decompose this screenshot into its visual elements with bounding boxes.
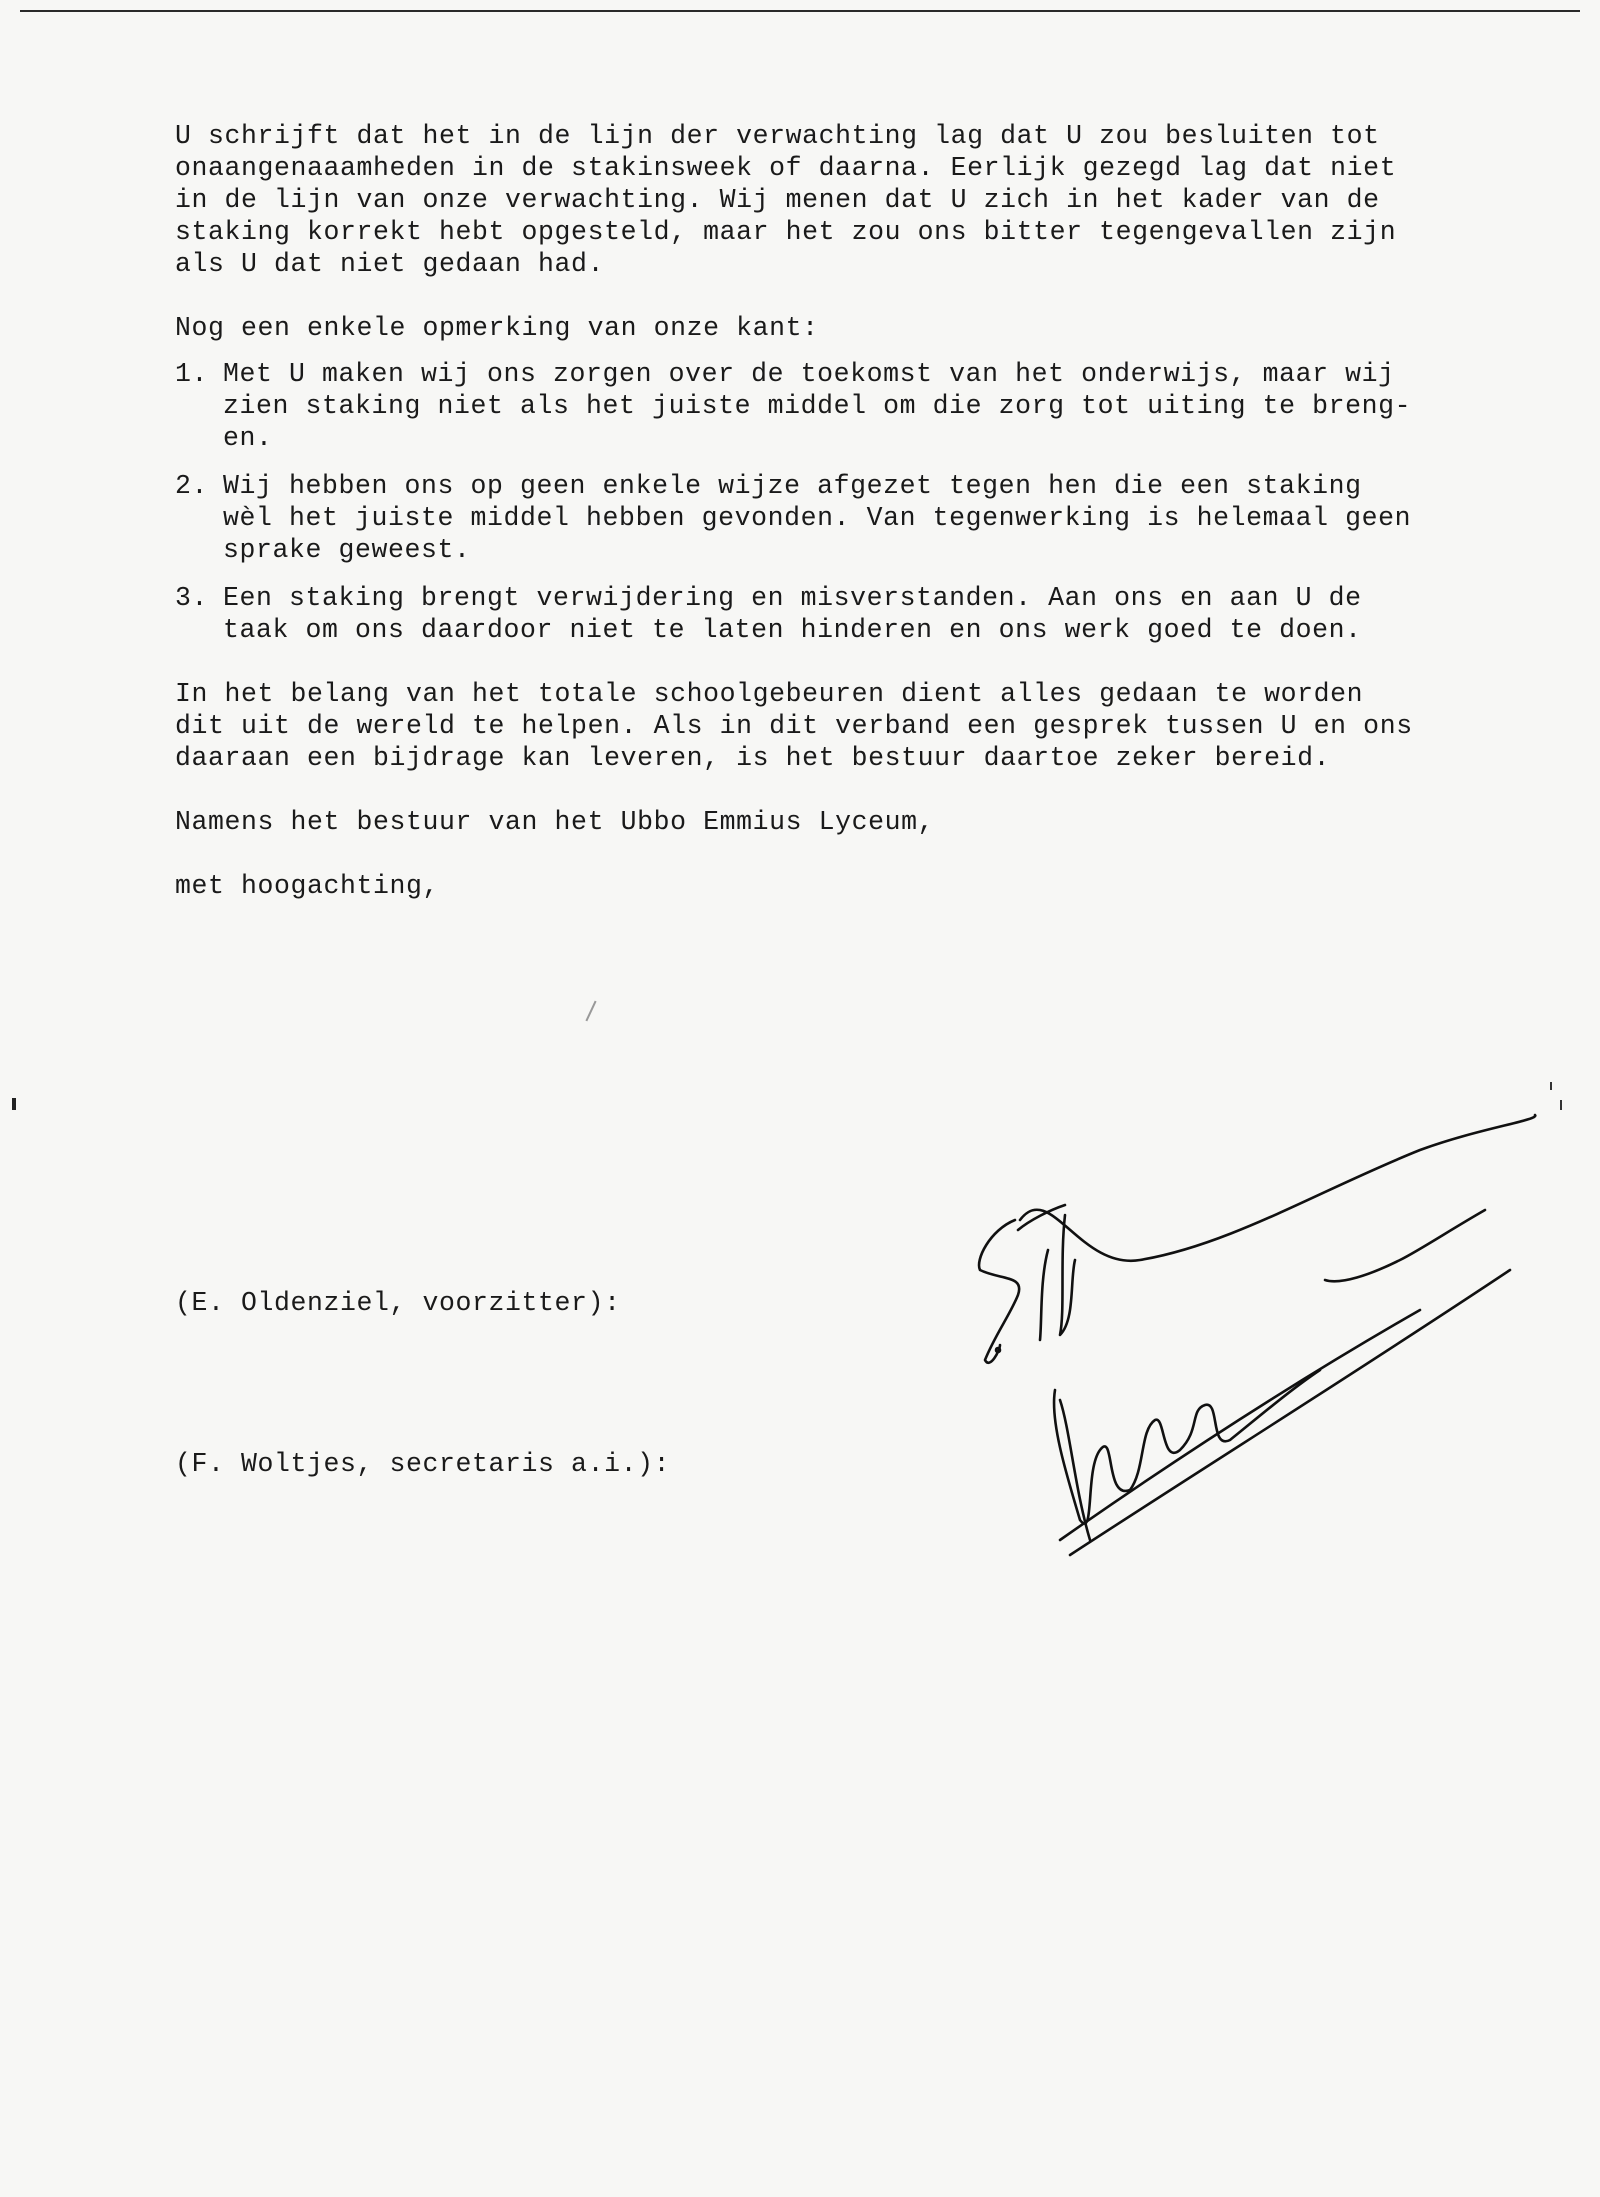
- letter-body: [175, 120, 1413, 902]
- text-line: dit uit de wereld te helpen. Als in dit verband een gesprek tussen U en ons: [175, 711, 1413, 741]
- text-line: Wij hebben ons op geen enkele wijze afgezet tegen hen die een staking: [223, 471, 1362, 501]
- intro-remark: [175, 312, 1405, 344]
- list-item: [175, 358, 1412, 454]
- on-behalf-text: Namens het bestuur van het Ubbo Emmius Lyceum,: [175, 807, 935, 837]
- list-item-text: [223, 358, 1411, 454]
- on-behalf-line: [175, 806, 1405, 838]
- text-line: daaraan een bijdrage kan leveren, is het bestuur daartoe zeker bereid.: [175, 743, 1331, 773]
- text-line: In het belang van het totale schoolgebeuren dient alles gedaan te worden: [175, 679, 1364, 709]
- text-line: taak om ons daardoor niet te laten hinderen en ons werk goed te doen.: [223, 615, 1362, 645]
- chairman-label: (E. Oldenziel, voorzitter):: [175, 1288, 621, 1318]
- text-line: wèl het juiste middel hebben gevonden. Van tegenwerking is helemaal geen: [223, 503, 1412, 533]
- handwritten-signatures: [900, 1070, 1600, 1610]
- text-line: onaangenaaamheden in de stakinsweek of daarna. Eerlijk gezegd lag dat niet: [175, 153, 1397, 183]
- salutation: [175, 870, 1405, 902]
- list-item-text: [223, 470, 1411, 566]
- list-item: [175, 582, 1405, 646]
- list-item-number: 1.: [175, 359, 209, 389]
- list-item-number: 3.: [175, 583, 209, 613]
- text-line: Met U maken wij ons zorgen over de toekomst van het onderwijs, maar wij: [223, 359, 1395, 389]
- remarks-list: [175, 358, 1412, 646]
- list-item: [175, 470, 1412, 566]
- paragraph-closing: [175, 678, 1413, 774]
- text-line: U schrijft dat het in de lijn der verwachting lag dat U zou besluiten tot: [175, 121, 1380, 151]
- text-line: sprake geweest.: [223, 535, 471, 565]
- text-line: in de lijn van onze verwachting. Wij menen dat U zich in het kader van de: [175, 185, 1380, 215]
- top-border-line: [20, 10, 1580, 12]
- text-line: als U dat niet gedaan had.: [175, 249, 605, 279]
- paragraph-expectation: [175, 120, 1405, 280]
- scan-speck-mark: [1550, 1082, 1552, 1090]
- intro-remark-text: Nog een enkele opmerking van onze kant:: [175, 313, 819, 343]
- salutation-text: met hoogachting,: [175, 871, 440, 901]
- list-item-text: [223, 582, 1405, 646]
- text-line: staking korrekt hebt opgesteld, maar het zou ons bitter tegengevallen zijn: [175, 217, 1397, 247]
- scan-speck-mark: [585, 1001, 596, 1022]
- scan-speck-mark: [1560, 1100, 1562, 1110]
- text-line: en.: [223, 423, 273, 453]
- list-item-number: 2.: [175, 471, 209, 501]
- scan-speck-mark: [12, 1098, 16, 1110]
- text-line: zien staking niet als het juiste middel om die zorg tot uiting te breng-: [223, 391, 1412, 421]
- text-line: Een staking brengt verwijdering en misverstanden. Aan ons en aan U de: [223, 583, 1362, 613]
- secretary-label: (F. Woltjes, secretaris a.i.):: [175, 1449, 671, 1479]
